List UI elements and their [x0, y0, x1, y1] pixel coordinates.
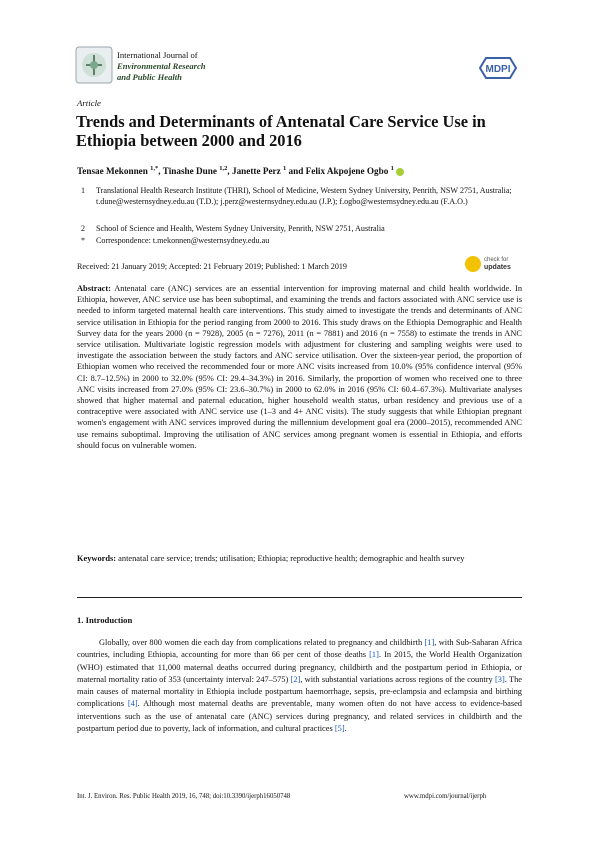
citation-link[interactable]: [1]	[424, 638, 435, 647]
abstract	[77, 283, 522, 451]
check-updates-line1: check for	[484, 257, 509, 263]
check-for-updates-button[interactable]	[465, 256, 525, 274]
svg-text:MDPI: MDPI	[485, 64, 511, 75]
keywords	[77, 553, 522, 564]
author-affiliation-mark: 1	[390, 165, 394, 172]
citation-link[interactable]: [1]	[369, 650, 379, 660]
citation-link[interactable]: [3]	[494, 674, 505, 684]
intro-text: .	[344, 724, 347, 734]
journal-name-line1: International Journal of	[117, 50, 198, 60]
journal-name-line2: Environmental Research	[117, 61, 206, 71]
publication-dates: Received: 21 January 2019; Accepted: 21 February 2019; Published: 1 March 2019	[77, 262, 347, 271]
keywords-label: Keywords:	[77, 554, 117, 563]
footer-citation: Int. J. Environ. Res. Public Health 2019, 16, 748; doi:10.3390/ijerph16050748	[77, 793, 291, 800]
author-affiliation-mark: 1	[282, 165, 287, 172]
journal-logo-icon	[75, 46, 113, 84]
article-title: Trends and Determinants of Antenatal Care Service Use in Ethiopia between 2000 and 2016	[76, 112, 486, 150]
check-updates-line2: updates	[484, 264, 511, 271]
citation-link[interactable]: [4]	[127, 699, 138, 709]
orcid-icon[interactable]	[396, 168, 404, 176]
author-affiliation-mark: 1,*	[150, 165, 159, 172]
citation-link[interactable]: [2]	[290, 674, 301, 684]
abstract-text: Antenatal care (ANC) services are an essential intervention for improving maternal and child health worldwide. In Ethiopia, however, ANC service use has been suboptimal, and examining the trends and factors associated with ANC service use is needed to inform targeted maternal health care interventions. This study aimed to investigate the trends and determinants of ANC service utilisation in Ethiopia for the period ranging from 2000 to 2016. This study draws on the Ethiopia Demographic and Health Survey data for the years 2000 (n = 7928), 2005 (n = 7276), 2011 (n = 7881) and 2016 (n = 7558) to estimate the trends in ANC service utilisation. Multivariate logistic regression models with adjustment for clustering and sampling weights were used to investigate the association between the study factors and ANC service utilisation. Over the sixteen-year period, the proportion of Ethiopian women who received the recommended four or more ANC visits increased from 10.0% (95% confidence interval (95% CI: 8.7–12.5%) in 2000 to 32.0% (95% CI: 29.4–34.3%) in 2016. Similarly, the proportion of women who received one to three ANC visits increased from 27.0% (95% CI: 23.6–30.7%) in 2000 to 62.0% in 2016 (95% CI: 60.4–67.3%). Multivariate analyses showed that higher maternal and paternal education, higher household wealth status, urban residency and previous use of a contraceptive were associated with ANC service use (1–3 and 4+ ANC visits). The study suggests that while Ethiopian pregnant women's engagement with ANC services improved during the millennium development goal era (2000–2015), recommended ANC use remains suboptimal. Improving the utilisation of ANC services among pregnant women is essential in Ethiopia, and efforts should focus on vulnerable women.	[77, 284, 523, 450]
intro-text: . In 2015, the World Health Organization (WHO) estimated that 11,000 maternal deaths occurred during pregnancy, childbirth and the postpartum period in Ethiopia, or maternal mortality ratio of 353 (uncertainty interval: 247–575)	[77, 650, 522, 684]
check-updates-icon	[465, 256, 481, 272]
citation-link[interactable]: [5]	[334, 724, 345, 734]
journal-name-line3: and Public Health	[117, 72, 182, 82]
journal-name	[117, 50, 206, 83]
author-name[interactable]: Tensae Mekonnen	[77, 166, 148, 177]
author-name[interactable]: Janette Perz	[231, 166, 281, 177]
intro-text: Globally, over 800 women die each day from complications related to pregnancy and childbirth	[99, 638, 425, 647]
affiliation-text: Translational Health Research Institute (THRI), School of Medicine, Western Sydney University, Penrith, NSW 2751, Australia; t.dune@westernsydney.edu.au (T.D.); j.perz@westernsydney.edu.au (J.P.); f.ogbo@westernsydney.edu.au (F.A.O.)	[96, 186, 512, 206]
article-type: Article	[77, 98, 101, 108]
intro-text: . Although most maternal deaths are preventable, many women often do not have access to evidence-based interventions such as the use of antenatal care (ANC) services during pregnancy, and related services in childbirth and the postpartum period due to poverty, lack of information, and cultural practices	[77, 699, 522, 734]
footer-url[interactable]: www.mdpi.com/journal/ijerph	[404, 793, 487, 800]
section-divider	[77, 597, 522, 598]
intro-text: , with substantial variations across regions of the country	[300, 674, 495, 684]
author-name[interactable]: Felix Akpojene Ogbo	[305, 166, 389, 177]
introduction-paragraph	[77, 637, 522, 735]
intro-text: , with Sub-Saharan Africa countries, including Ethiopia, accounting for more than 66 per cent of those deaths	[77, 638, 522, 660]
affiliation-mark: 2	[81, 224, 86, 233]
mdpi-logo-icon	[478, 55, 518, 81]
author-name[interactable]: Tinashe Dune	[162, 166, 217, 177]
keywords-text: antenatal care service; trends; utilisation; Ethiopia; reproductive health; demographic and health survey	[118, 554, 465, 563]
affiliation-mark: *	[81, 236, 86, 245]
intro-text: . The main causes of maternal mortality in Ethiopia include postpartum haemorrhage, sepsis, pre-eclampsia and eclampsia and birthing complications	[77, 674, 522, 709]
abstract-label: Abstract:	[77, 284, 111, 293]
affiliation-mark: 1	[81, 186, 86, 195]
author-affiliation-mark: 1,2	[219, 165, 228, 172]
affiliation-text: School of Science and Health, Western Sydney University, Penrith, NSW 2751, Australia	[96, 224, 385, 233]
author-list: Tensae Mekonnen $^{1,*}$, Tinashe Dune $^{1,2}$, Janette Perz $^1$ and Felix Akpojene Ogbo $^1$	[77, 165, 404, 176]
section-heading: 1. Introduction	[77, 615, 133, 625]
correspondence-text: Correspondence: t.mekonnen@westernsydney.edu.au	[96, 236, 270, 245]
